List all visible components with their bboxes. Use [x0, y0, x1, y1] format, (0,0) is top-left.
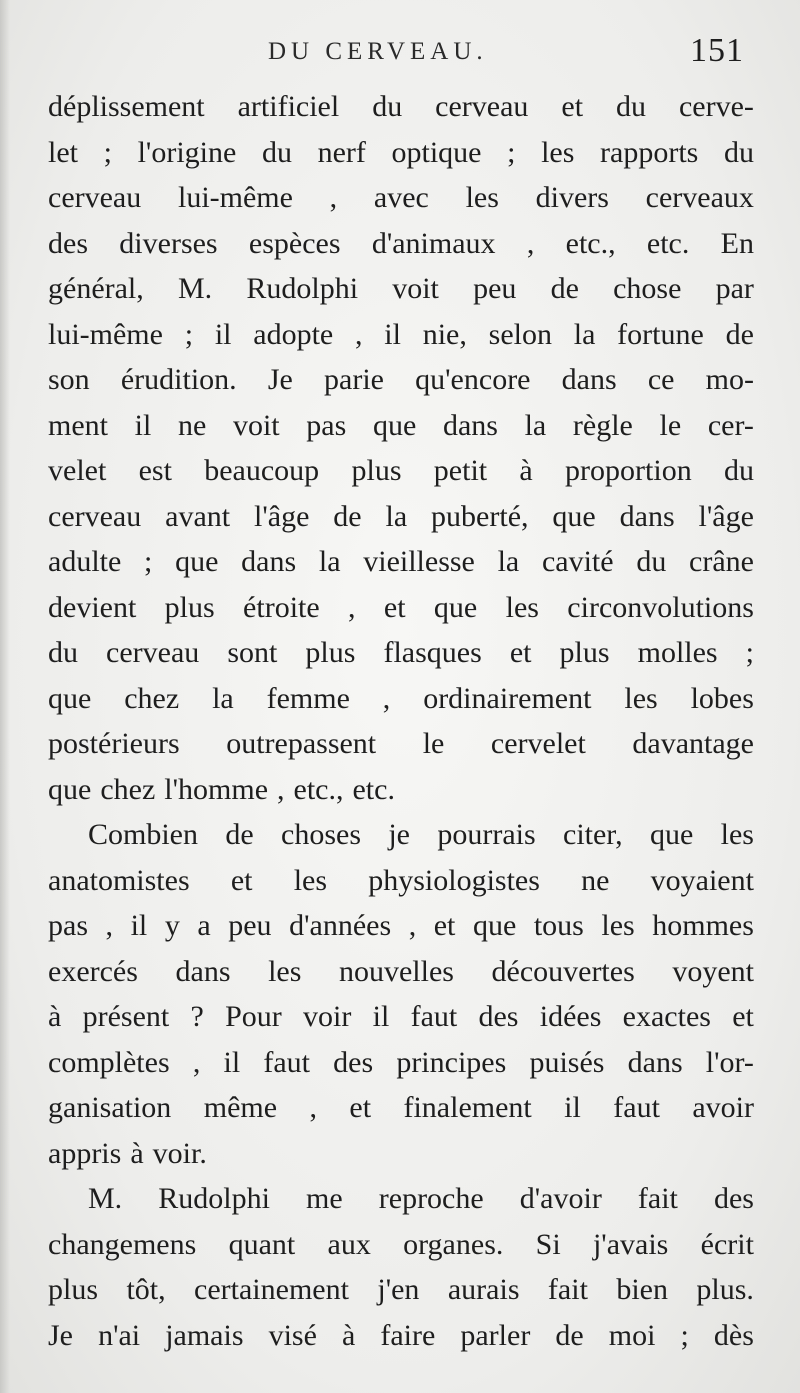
word: les	[624, 681, 658, 715]
word: j'avais	[592, 1227, 669, 1261]
word: ,	[105, 909, 114, 942]
word: pourrais	[437, 818, 536, 851]
word: par	[715, 272, 754, 305]
word: plus	[559, 636, 610, 669]
word: du	[616, 90, 647, 123]
word: des	[478, 1000, 519, 1033]
text-line	[48, 448, 754, 494]
word: fortune	[617, 317, 704, 351]
word: du	[261, 135, 292, 169]
word: outrepassent	[226, 727, 377, 760]
word: devient	[48, 590, 137, 624]
page-number: 151	[690, 32, 744, 69]
word: voir.	[152, 1136, 207, 1170]
word: plus	[164, 590, 215, 624]
word: Combien	[88, 818, 198, 851]
word: voyaient	[650, 863, 754, 897]
word: ;	[103, 135, 112, 169]
word: il	[384, 317, 401, 351]
word: aurais	[447, 1273, 520, 1306]
word: espèces	[248, 226, 341, 260]
word: voit	[392, 272, 439, 305]
word: ordinairement	[423, 681, 592, 715]
word: mo-	[705, 363, 754, 396]
page-gutter-shadow	[0, 0, 10, 1393]
text-line	[48, 221, 754, 267]
word: parler	[460, 1318, 531, 1352]
body-text	[48, 84, 754, 1358]
word: déplissement	[48, 90, 205, 123]
word: l'âge	[698, 499, 754, 533]
text-line	[48, 403, 754, 449]
word: me	[306, 1182, 343, 1215]
word: les	[465, 181, 499, 214]
text-line	[48, 1131, 754, 1177]
word: que	[552, 499, 596, 533]
word: la	[497, 545, 520, 578]
word: plus	[48, 1273, 99, 1306]
word: la	[212, 681, 234, 715]
word: du	[636, 545, 667, 578]
word: et	[433, 909, 456, 942]
word: ;	[680, 1318, 689, 1352]
text-line	[48, 130, 754, 176]
word: puisés	[529, 1045, 605, 1079]
word: les	[541, 135, 575, 169]
word: fait	[637, 1182, 678, 1215]
word: Si	[535, 1227, 561, 1261]
word: et	[509, 636, 532, 669]
word: dans	[627, 1045, 683, 1079]
word: voyent	[672, 954, 754, 988]
word: peu	[473, 272, 517, 305]
word: la	[573, 317, 596, 351]
word: voir	[303, 1000, 352, 1033]
word: chez	[124, 681, 180, 715]
word: Je	[48, 1318, 73, 1352]
text-line	[48, 994, 754, 1040]
word: finalement	[403, 1091, 532, 1124]
word: à	[519, 454, 533, 487]
word: etc.	[352, 772, 395, 806]
word: des	[48, 226, 88, 260]
text-line	[48, 812, 754, 858]
word: et	[349, 1091, 372, 1124]
word: ,	[309, 1091, 317, 1124]
word: ;	[507, 135, 516, 169]
word: plus	[351, 454, 402, 487]
text-line	[48, 676, 754, 722]
text-line	[48, 266, 754, 312]
word: faut	[410, 1000, 458, 1033]
word: plus.	[696, 1273, 754, 1306]
word: avoir	[692, 1091, 754, 1124]
word: dans	[442, 408, 498, 442]
word: je	[388, 818, 410, 851]
word: a	[197, 909, 211, 942]
word: physiologistes	[368, 863, 540, 897]
word: artificiel	[237, 90, 340, 123]
word: proportion	[565, 454, 692, 487]
word: pas	[48, 909, 88, 942]
word: idées	[539, 1000, 602, 1033]
word: j'en	[377, 1273, 420, 1306]
word: cerveaux	[645, 181, 754, 214]
word: ?	[190, 1000, 204, 1033]
word: tôt,	[126, 1273, 166, 1306]
word: crâne	[689, 545, 754, 578]
text-line	[48, 1313, 754, 1359]
word: il	[223, 1045, 241, 1079]
word: du	[372, 90, 403, 123]
word: que	[48, 772, 92, 806]
word: M.	[177, 272, 213, 305]
text-line	[48, 721, 754, 767]
word: le	[422, 727, 445, 760]
word: exactes	[622, 1000, 711, 1033]
word: de	[333, 499, 362, 533]
word: et	[383, 590, 406, 624]
word: beaucoup	[204, 454, 320, 487]
word: d'années	[289, 909, 392, 942]
word: moi	[608, 1318, 656, 1352]
word: nouvelles	[338, 954, 454, 988]
word: plus	[305, 636, 356, 669]
word: ;	[745, 636, 754, 669]
word: l'homme	[164, 772, 269, 806]
word: Rudolphi	[246, 272, 359, 305]
word: ,	[408, 909, 417, 942]
word: ,	[348, 590, 356, 624]
word: ce	[647, 363, 675, 396]
word: est	[138, 454, 172, 487]
word: présent	[82, 1000, 170, 1033]
word: complètes	[48, 1045, 170, 1079]
text-line	[48, 1176, 754, 1222]
word: les	[720, 818, 754, 851]
word: il	[130, 909, 148, 942]
word: postérieurs	[48, 727, 180, 760]
word: principes	[396, 1045, 507, 1079]
word: Je	[267, 363, 293, 396]
word: circonvolutions	[567, 590, 754, 624]
word: que	[372, 408, 417, 442]
word: cavité	[541, 545, 614, 578]
word: quant	[228, 1227, 296, 1261]
word: ,	[192, 1045, 201, 1079]
word: étroite	[243, 590, 320, 624]
word: avec	[373, 181, 429, 214]
word: davantage	[632, 727, 754, 760]
word: de	[725, 317, 754, 351]
word: lui-même	[177, 181, 293, 214]
word: organes.	[403, 1227, 504, 1261]
word: avant	[165, 499, 231, 533]
text-line	[48, 357, 754, 403]
word: découvertes	[491, 954, 635, 988]
word: ne	[581, 863, 610, 897]
word: sont	[227, 636, 278, 669]
word: les	[293, 863, 328, 897]
word: visé	[268, 1318, 317, 1352]
word: cerve-	[678, 90, 754, 123]
word: que	[175, 545, 219, 578]
text-line	[48, 494, 754, 540]
word: exercés	[48, 954, 138, 988]
word: lui-même	[48, 317, 163, 351]
word: l'âge	[254, 499, 310, 533]
word: des	[333, 1045, 374, 1079]
word: pas	[306, 408, 347, 442]
word: que	[433, 590, 478, 624]
text-line	[48, 84, 754, 130]
word: il	[372, 1000, 390, 1033]
word: de	[225, 818, 254, 851]
word: chose	[613, 272, 682, 305]
word: écrit	[700, 1227, 754, 1261]
word: etc.,	[565, 226, 616, 260]
word: à	[341, 1318, 356, 1352]
word: dans	[175, 954, 231, 988]
word: à	[48, 1000, 62, 1033]
word: il	[214, 317, 232, 351]
word: ,	[526, 226, 535, 260]
word: faut	[613, 1091, 660, 1124]
word: dans	[241, 545, 297, 578]
word: cervelet	[490, 727, 586, 760]
word: chez	[100, 772, 156, 806]
word: du	[48, 636, 78, 669]
word: let	[48, 135, 78, 169]
word: rapports	[600, 135, 699, 169]
word: son	[48, 363, 90, 396]
word: à	[130, 1136, 144, 1170]
word: peu	[228, 909, 272, 942]
word: et	[732, 1000, 754, 1033]
word: puberté,	[431, 499, 529, 533]
word: même	[203, 1091, 278, 1124]
word: adopte	[253, 317, 334, 351]
text-line	[48, 539, 754, 585]
word: d'avoir	[519, 1182, 602, 1215]
text-line	[48, 1222, 754, 1268]
word: fait	[547, 1273, 588, 1306]
word: il	[134, 408, 152, 442]
word: dans	[561, 363, 617, 396]
word: divers	[535, 181, 609, 214]
text-line	[48, 585, 754, 631]
word: cerveau	[48, 499, 142, 533]
text-line	[48, 1267, 754, 1313]
word: ne	[177, 408, 207, 442]
word: l'or-	[705, 1045, 754, 1079]
word: ;	[144, 545, 153, 578]
word: ;	[184, 317, 194, 351]
word: adulte	[48, 545, 122, 578]
word: faire	[380, 1318, 436, 1352]
word: que	[472, 909, 517, 942]
word: Pour	[225, 1000, 282, 1033]
word: règle	[572, 408, 633, 442]
word: molles	[637, 636, 718, 669]
word: il	[564, 1091, 581, 1124]
word: femme	[266, 681, 350, 715]
word: ganisation	[48, 1091, 172, 1124]
text-line	[48, 1085, 754, 1131]
word: aux	[327, 1227, 371, 1261]
word: les	[601, 909, 635, 942]
word: voit	[232, 408, 280, 442]
word: tous	[533, 909, 584, 942]
word: certainement	[194, 1273, 349, 1306]
word: selon	[488, 317, 552, 351]
word: vieillesse	[363, 545, 475, 578]
word: la	[524, 408, 547, 442]
word: petit	[433, 454, 488, 487]
word: etc.	[646, 226, 690, 260]
word: citer,	[563, 818, 623, 851]
word: l'origine	[137, 135, 237, 169]
word: et	[230, 863, 253, 897]
word: et	[561, 90, 584, 123]
word: de	[550, 272, 579, 305]
word: cer-	[707, 408, 754, 442]
word: cerveau	[48, 181, 142, 214]
word: dès	[713, 1318, 754, 1352]
word: général,	[48, 272, 144, 305]
word: des	[713, 1182, 754, 1215]
word: que	[48, 681, 92, 715]
word: les	[268, 954, 302, 988]
word: M.	[88, 1182, 123, 1215]
word: cerveau	[435, 90, 529, 123]
word: diverses	[119, 226, 218, 260]
word: ,	[329, 181, 338, 214]
word: flasques	[383, 636, 482, 669]
word: la	[385, 499, 408, 533]
word: lobes	[690, 681, 754, 715]
word: ,	[355, 317, 363, 351]
word: nie,	[422, 317, 467, 351]
word: dans	[619, 499, 675, 533]
word: que	[649, 818, 694, 851]
word: le	[659, 408, 682, 442]
word: etc.,	[293, 772, 344, 806]
word: la	[318, 545, 341, 578]
word: hommes	[652, 909, 754, 942]
text-line	[48, 767, 754, 813]
word: changemens	[48, 1227, 197, 1261]
text-line	[48, 312, 754, 358]
text-line	[48, 175, 754, 221]
word: ment	[48, 408, 108, 442]
word: ,	[382, 681, 391, 715]
text-line	[48, 858, 754, 904]
word: cerveau	[106, 636, 200, 669]
word: y	[164, 909, 180, 942]
word: parie	[324, 363, 384, 396]
page-header	[0, 32, 800, 78]
word: Rudolphi	[158, 1182, 270, 1215]
word: En	[720, 226, 754, 260]
word: d'animaux	[371, 226, 496, 260]
word: anatomistes	[48, 863, 190, 897]
word: du	[723, 135, 754, 169]
word: n'ai	[98, 1318, 141, 1352]
word: érudition.	[120, 363, 237, 396]
word: qu'encore	[415, 363, 531, 396]
word: du	[724, 454, 754, 487]
word: optique	[391, 135, 482, 169]
word: de	[555, 1318, 584, 1352]
word: les	[505, 590, 539, 624]
text-line	[48, 949, 754, 995]
word: faut	[263, 1045, 310, 1079]
word: reproche	[378, 1182, 484, 1215]
word: bien	[616, 1273, 668, 1306]
running-head: DU CERVEAU.	[268, 38, 488, 65]
word: choses	[281, 818, 361, 851]
word: nerf	[317, 135, 366, 169]
word: ,	[277, 772, 285, 806]
word: appris	[48, 1136, 122, 1170]
text-line	[48, 630, 754, 676]
text-line	[48, 1040, 754, 1086]
text-line	[48, 903, 754, 949]
word: velet	[48, 454, 107, 487]
word: jamais	[165, 1318, 244, 1352]
